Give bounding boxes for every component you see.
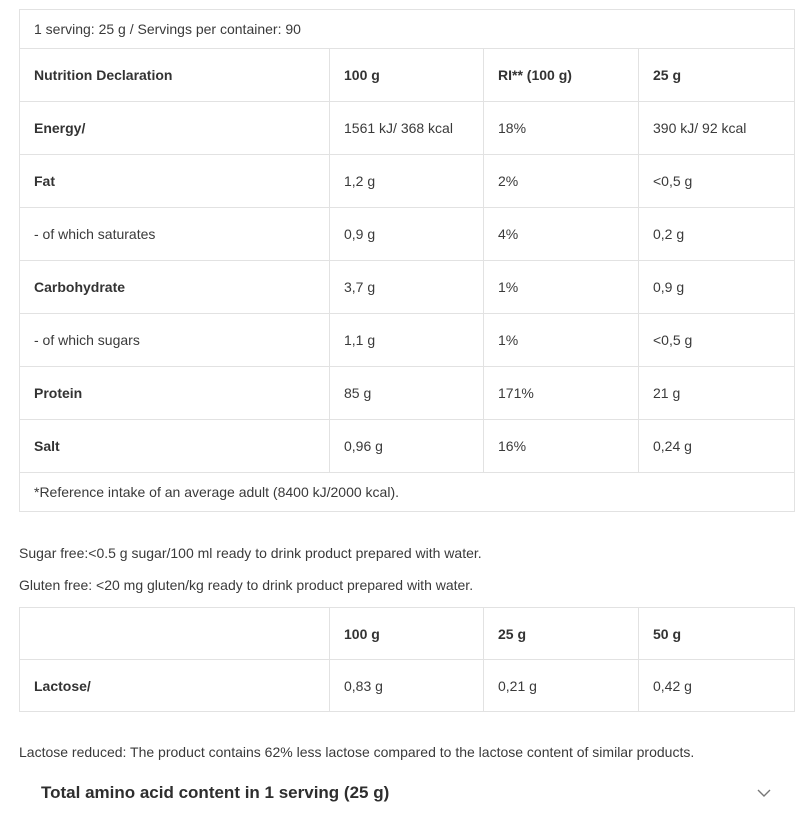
chevron-down-icon[interactable]	[756, 785, 772, 801]
cell-ri: 2%	[484, 155, 639, 208]
reference-intake-footnote: *Reference intake of an average adult (8400 kJ/2000 kcal).	[20, 473, 795, 512]
sugar-free-note: Sugar free:<0.5 g sugar/100 ml ready to drink product prepared with water.	[19, 545, 482, 561]
table-row	[20, 367, 795, 420]
footnote-row	[20, 473, 795, 512]
cell-ri: 16%	[484, 420, 639, 473]
nutrition-table	[19, 9, 795, 512]
lactose-table	[19, 607, 795, 712]
header-100g: 100 g	[330, 49, 484, 102]
cell-100g: 0,9 g	[330, 208, 484, 261]
cell-100g: 0,83 g	[330, 660, 484, 712]
cell-ri: 1%	[484, 314, 639, 367]
lactose-header-50g: 50 g	[639, 608, 795, 660]
row-label: Energy/	[20, 102, 330, 155]
accordion-title: Total amino acid content in 1 serving (25 g)	[41, 783, 390, 802]
table-row	[20, 208, 795, 261]
product-nutrition-section	[19, 9, 794, 808]
cell-ri: 171%	[484, 367, 639, 420]
serving-info: 1 serving: 25 g / Servings per container: 90	[20, 10, 795, 49]
cell-25g: 0,2 g	[639, 208, 795, 261]
row-label: Salt	[20, 420, 330, 473]
cell-100g: 1,1 g	[330, 314, 484, 367]
cell-ri: 4%	[484, 208, 639, 261]
row-label: Protein	[20, 367, 330, 420]
nutrition-header-row	[20, 49, 795, 102]
lactose-header-25g: 25 g	[484, 608, 639, 660]
cell-25g: <0,5 g	[639, 155, 795, 208]
cell-100g: 1,2 g	[330, 155, 484, 208]
header-nutrition-declaration: Nutrition Declaration	[20, 49, 330, 102]
table-row	[20, 660, 795, 712]
row-label: Fat	[20, 155, 330, 208]
header-ri: RI** (100 g)	[484, 49, 639, 102]
amino-acid-accordion-header[interactable]	[19, 778, 794, 808]
row-label: Carbohydrate	[20, 261, 330, 314]
cell-100g: 1561 kJ/ 368 kcal	[330, 102, 484, 155]
cell-ri: 18%	[484, 102, 639, 155]
table-row	[20, 420, 795, 473]
cell-100g: 0,96 g	[330, 420, 484, 473]
lactose-reduced-note: Lactose reduced: The product contains 62% less lactose compared to the lactose content of similar products.	[19, 744, 695, 760]
row-label: Lactose/	[20, 660, 330, 712]
cell-25g: 21 g	[639, 367, 795, 420]
cell-25g: 0,21 g	[484, 660, 639, 712]
cell-50g: 0,42 g	[639, 660, 795, 712]
table-row	[20, 102, 795, 155]
gluten-free-note: Gluten free: <20 mg gluten/kg ready to drink product prepared with water.	[19, 577, 474, 593]
header-25g: 25 g	[639, 49, 795, 102]
cell-ri: 1%	[484, 261, 639, 314]
serving-row	[20, 10, 795, 49]
lactose-header-100g: 100 g	[330, 608, 484, 660]
table-row	[20, 155, 795, 208]
row-label: - of which saturates	[20, 208, 330, 261]
cell-25g: <0,5 g	[639, 314, 795, 367]
cell-25g: 0,9 g	[639, 261, 795, 314]
table-row	[20, 261, 795, 314]
cell-25g: 390 kJ/ 92 kcal	[639, 102, 795, 155]
lactose-header-row	[20, 608, 795, 660]
cell-25g: 0,24 g	[639, 420, 795, 473]
cell-100g: 3,7 g	[330, 261, 484, 314]
cell-100g: 85 g	[330, 367, 484, 420]
lactose-header-empty	[20, 608, 330, 660]
row-label: - of which sugars	[20, 314, 330, 367]
table-row	[20, 314, 795, 367]
